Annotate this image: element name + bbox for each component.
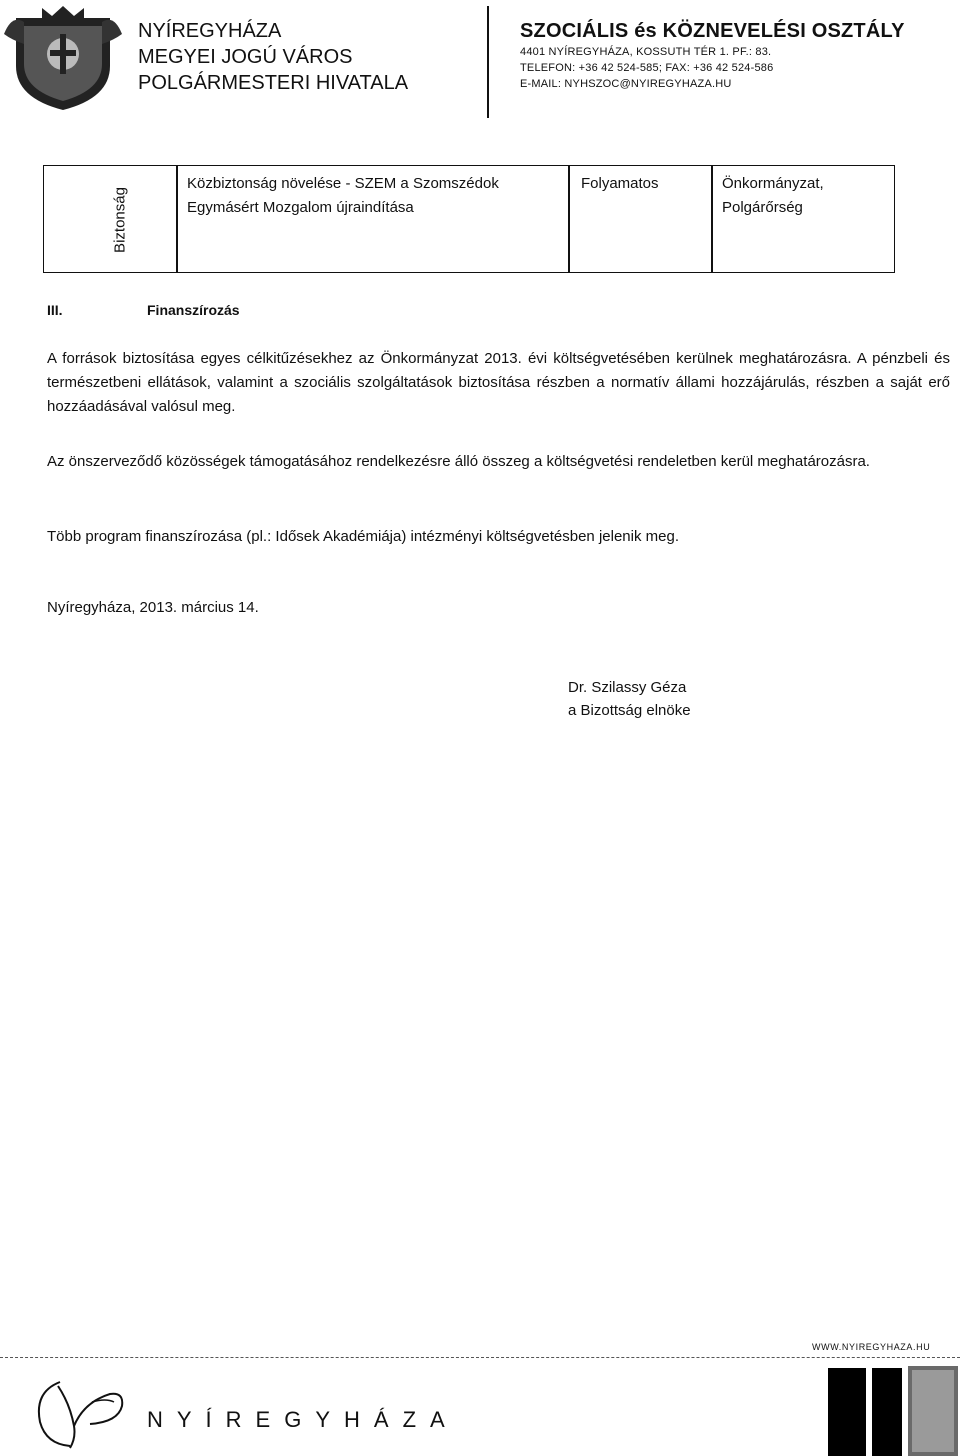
org-name-line-2: MEGYEI JOGÚ VÁROS [138, 46, 353, 68]
paragraph-community-support: Az önszerveződő közösségek támogatásához rendelkezésre álló összeg a költségvetési rendeletben kerül meghatározásra. [47, 453, 870, 470]
action-plan-table [43, 165, 895, 273]
footer-city-logo-icon [30, 1372, 130, 1452]
paragraph-funding-sources: A források biztosítása egyes célkitűzésekhez az Önkormányzat 2013. évi költségvetésében kerülnek meghatározásra. A pénzbeli és természetbeni ellátások, valamint a szociális szolgáltatások biztosítása részben a normatív állami hozzájárulás, részben a saját erő hozzáadásával valósul meg. [47, 350, 950, 415]
department-address: 4401 NYÍREGYHÁZA, KOSSUTH TÉR 1. PF.: 83. [520, 46, 772, 58]
department-email: E-MAIL: NYHSZOC@NYIREGYHAZA.HU [520, 78, 732, 90]
city-crest-logo [2, 4, 124, 112]
signature-block [568, 676, 691, 722]
section-number: III. [47, 302, 63, 318]
table-deadline: Folyamatos [581, 175, 659, 192]
table-category-label: Biztonság [111, 187, 129, 253]
table-task-line-1: Közbiztonság növelése - SZEM a Szomszédok [187, 175, 499, 192]
footer-divider [0, 1357, 960, 1358]
section-title: Finanszírozás [147, 302, 240, 318]
department-phone: TELEFON: +36 42 524-585; FAX: +36 42 524-586 [520, 62, 774, 74]
signer-name: Dr. Szilassy Géza [568, 679, 687, 696]
table-column-divider [568, 166, 570, 272]
org-name-line-1: NYÍREGYHÁZA [138, 20, 282, 42]
organization-name [138, 18, 468, 96]
org-name-line-3: POLGÁRMESTERI HIVATALA [138, 72, 409, 94]
table-task-cell [187, 172, 567, 220]
table-column-divider [711, 166, 713, 272]
signer-title: a Bizottság elnöke [568, 702, 691, 719]
table-task-line-2: Egymásért Mozgalom újraindítása [187, 199, 414, 216]
paragraph-program-funding: Több program finanszírozása (pl.: Idősek Akadémiája) intézményi költségvetésben jelenik meg. [47, 528, 679, 545]
footer-decorative-blocks [828, 1362, 958, 1456]
section-heading [47, 302, 240, 318]
table-responsible-cell [722, 172, 892, 220]
table-deadline-cell [581, 172, 711, 196]
footer-website: WWW.NYIREGYHAZA.HU [812, 1342, 931, 1352]
footer-wordmark: NYÍREGYHÁZA [147, 1407, 459, 1432]
table-responsible-line-2: Polgárőrség [722, 199, 803, 216]
department-block [520, 18, 950, 92]
header-divider [487, 6, 489, 118]
table-column-divider [176, 166, 178, 272]
place-and-date: Nyíregyháza, 2013. március 14. [47, 599, 259, 616]
table-category-cell [44, 166, 178, 272]
department-title: SZOCIÁLIS és KÖZNEVELÉSI OSZTÁLY [520, 20, 905, 42]
table-responsible-line-1: Önkormányzat, [722, 175, 824, 192]
